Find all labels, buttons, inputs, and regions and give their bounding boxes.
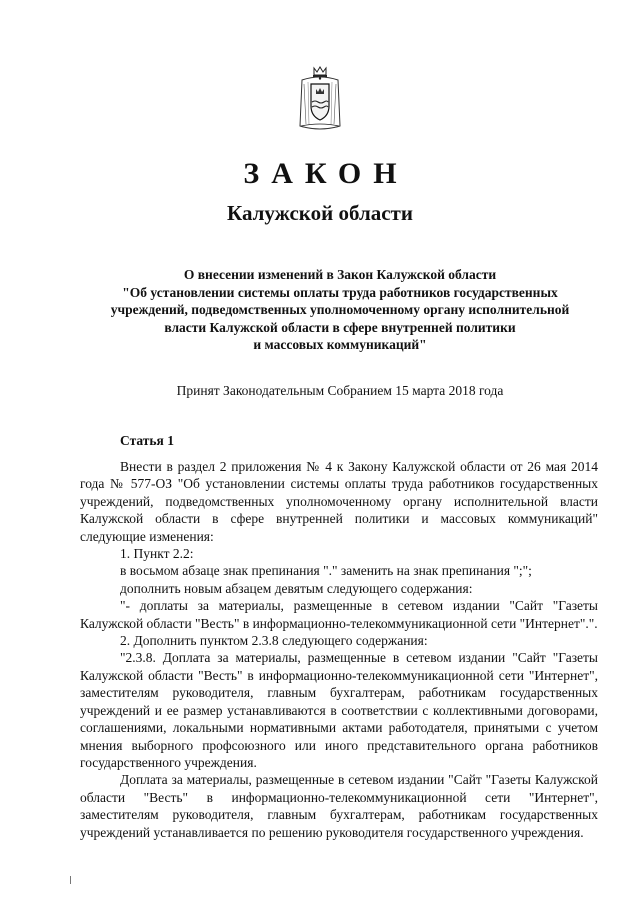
- law-title-line: учреждений, подведомственных уполномоченному органу исполнительной: [110, 302, 570, 317]
- margin-mark: [70, 876, 75, 884]
- paragraph: дополнить новым абзацем девятым следующего содержания:: [120, 580, 473, 596]
- law-title-line: "Об установлении системы оплаты труда работников государственных: [122, 284, 558, 300]
- paragraph: Доплата за материалы, размещенные в сетевом издании "Сайт "Газеты Калужской области "Весть" в информационно-телекоммуникационной сети "Интернет", заместителям руководителя, главным бухгалтерам, работникам государственных учреждений устанавливается по решению руководителя государственного учреждения.: [80, 772, 598, 840]
- paragraph: 1. Пункт 2.2:: [120, 546, 194, 562]
- law-title-line: власти Калужской области в сфере внутренней политики: [164, 319, 516, 335]
- region-heading: Калужской области: [227, 201, 413, 225]
- coat-of-arms-emblem: [296, 66, 344, 132]
- adoption-statement: Принят Законодательным Собранием 15 марта 2018 года: [176, 383, 504, 398]
- paragraph: "2.3.8. Доплата за материалы, размещенные в сетевом издании "Сайт "Газеты Калужской области "Весть" в информационно-телекоммуникационной сети "Интернет", заместителям руководителя, главным бухгалтерам, работникам государственных учреждений и ее размер устанавливаются в соответствии с коллективными договорами, соглашениями, локальными нормативными актами работодателя, принятыми с учетом мнения выборного профсоюзного или иного представительного органа работников государственного учреждения.: [80, 650, 598, 770]
- paragraph: 2. Дополнить пунктом 2.3.8 следующего содержания:: [120, 633, 428, 649]
- law-title-line: и массовых коммуникаций": [253, 337, 427, 352]
- paragraph: в восьмом абзаце знак препинания "." заменить на знак препинания ";";: [120, 563, 532, 579]
- law-title-line: О внесении изменений в Закон Калужской области: [183, 267, 497, 282]
- paragraph: Внести в раздел 2 приложения № 4 к Закону Калужской области от 26 мая 2014 года № 577-ОЗ "Об установлении системы оплаты труда работников государственных учреждений, подведомственных уполномоченному органу исполнительной власти Калужской области в сфере внутренней политики и массовых коммуникаций" следующие изменения:: [80, 459, 598, 544]
- article-heading: Статья 1: [120, 433, 174, 448]
- law-title: [80, 266, 600, 354]
- paragraph: "- доплаты за материалы, размещенные в сетевом издании "Сайт "Газеты Калужской области "Весть" в информационно-телекоммуникационной сети "Интернет".".: [80, 598, 598, 631]
- article-body: [80, 458, 598, 841]
- document-type-heading: ЗАКОН: [243, 157, 409, 190]
